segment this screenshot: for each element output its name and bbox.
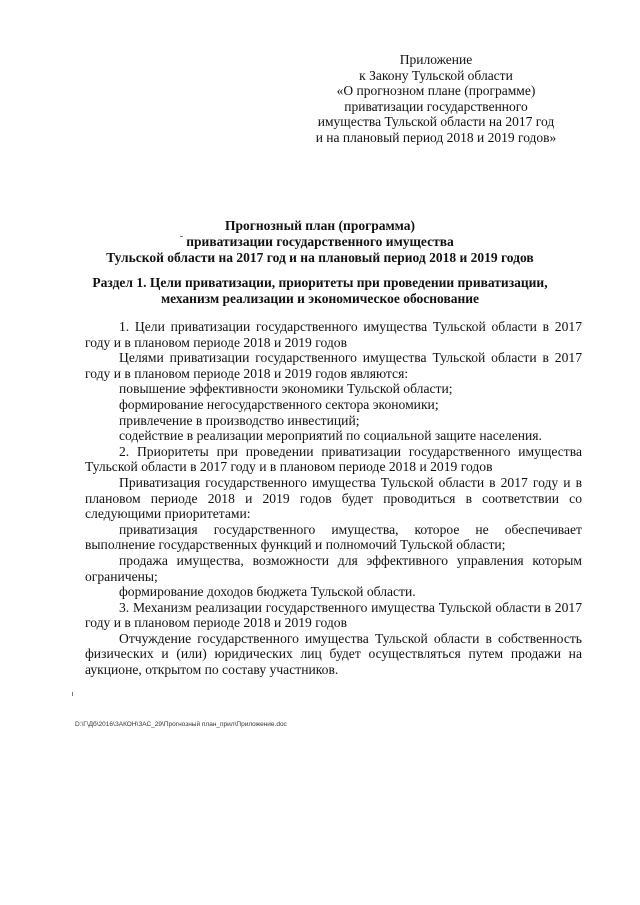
appendix-line: приватизации государственного — [344, 98, 528, 114]
section-line: механизм реализации и экономическое обоснование — [160, 291, 480, 306]
paragraph-priority-item: приватизация государственного имущества, которое не обеспечивает выполнение государственных функций и полномочий Тульской области; — [85, 521, 582, 553]
paragraph-priorities-intro: Приватизация государственного имущества Тульской области в 2017 году и в плановом периоде 2018 и 2019 годов будет проводиться в соответствии со следующими приоритетами: — [85, 474, 582, 522]
title-line: Прогнозный план (программа) — [224, 218, 416, 233]
section-line: Раздел 1. Цели приватизации, приоритеты при проведении приватизации, — [92, 275, 548, 290]
appendix-line: Приложение — [399, 52, 473, 67]
appendix-line: имущества Тульской области на 2017 год — [317, 114, 555, 130]
scan-artifact — [72, 692, 73, 696]
file-path-footer: D:\Г\Дб\2016\ЗАКОН\ЗАС_29\Прогнозный план_прил\Приложение.doc — [75, 721, 287, 728]
paragraph-goal-item: привлечение в производство инвестиций; — [119, 412, 360, 428]
appendix-line: и на плановый период 2018 и 2019 годов» — [315, 129, 557, 145]
document-title — [40, 218, 600, 265]
paragraph-goals-heading: 1. Цели приватизации государственного имущества Тульской области в 2017 году и в плановом периоде 2018 и 2019 годов — [85, 319, 582, 350]
appendix-line: к Закону Тульской области — [359, 67, 513, 83]
document-body — [85, 319, 582, 678]
paragraph-goal-item: содействие в реализации мероприятий по социальной защите населения. — [119, 428, 542, 444]
paragraph-goals-intro: Целями приватизации государственного имущества Тульской области в 2017 году и в плановом периоде 2018 и 2019 годов являются: — [85, 350, 582, 381]
title-line: приватизации государственного имущества — [186, 233, 454, 249]
paragraph-mechanism-heading: 3. Механизм реализации государственного имущества Тульской области в 2017 году и в плановом периоде 2018 и 2019 годов — [85, 599, 582, 631]
paragraph-mechanism-text: Отчуждение государственного имущества Тульской области в собственность физических и (или) юридических лиц будет осуществляться путем продажи на аукционе, открытом по составу участников. — [85, 630, 582, 678]
appendix-header — [286, 52, 586, 146]
appendix-line: «О прогнозном плане (программе) — [336, 83, 536, 99]
paragraph-goal-item: формирование негосударственного сектора экономики; — [119, 396, 439, 412]
title-line: Тульской области на 2017 год и на плановый период 2018 и 2019 годов — [106, 249, 534, 265]
section-heading — [40, 275, 600, 307]
paragraph-priority-item: продажа имущества, возможности для эффективного управления которым ограничены; — [85, 552, 582, 584]
paragraph-priority-item: формирование доходов бюджета Тульской области. — [119, 584, 416, 600]
paragraph-goal-item: повышение эффективности экономики Тульской области; — [119, 381, 453, 397]
paragraph-priorities-heading: 2. Приоритеты при проведении приватизации государственного имущества Тульской области в 2017 году и в плановом периоде 2018 и 2019 годов — [85, 443, 582, 475]
